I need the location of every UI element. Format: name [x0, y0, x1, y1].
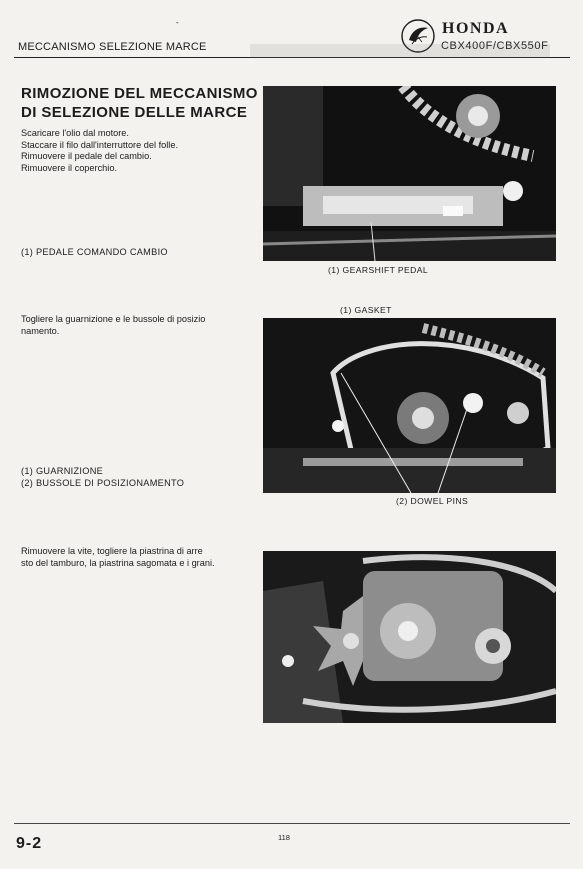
- heading-line-1: RIMOZIONE DEL MECCANISMO: [21, 85, 258, 102]
- figure-gasket-dowel-photo: [263, 318, 556, 493]
- top-mark: -: [176, 18, 179, 27]
- step-item: Rimuovere il coperchio.: [21, 162, 117, 173]
- fig2-top-caption: (1) GASKET: [340, 305, 392, 315]
- step-item: Rimuovere il pedale del cambio.: [21, 151, 152, 161]
- heading-line-2: DI SELEZIONE DELLE MARCE: [21, 104, 248, 121]
- bleed-through-text: [250, 38, 570, 73]
- step-item: Scaricare l'olio dal motore.: [21, 128, 129, 138]
- gasket-line-1: Togliere la guarnizione e le bussole di posizio: [21, 314, 206, 324]
- step-item: Staccare il filo dall'interruttore del folle.: [21, 139, 178, 150]
- figure-gearshift-pedal-photo: [263, 86, 556, 261]
- plate-line-1: Rimuovere la vite, togliere la piastrina di arre: [21, 546, 203, 556]
- gasket-line-2: namento.: [21, 325, 60, 336]
- section-title: MECCANISMO SELEZIONE MARCE: [18, 41, 207, 53]
- page-heading: [21, 84, 261, 122]
- gasket-instructions: [21, 314, 256, 337]
- plate-instructions: [21, 546, 261, 569]
- gasket-label: (1) GUARNIZIONE: [21, 466, 104, 476]
- brand-name: HONDA: [442, 20, 510, 37]
- footer-divider: [14, 823, 570, 824]
- fig1-caption: (1) GEARSHIFT PEDAL: [328, 265, 429, 275]
- center-page-number: 118: [278, 833, 290, 842]
- dowel-pins-label: (2) BUSSOLE DI POSIZIONAMENTO: [21, 478, 185, 488]
- pedal-label: (1) PEDALE COMANDO CAMBIO: [21, 247, 168, 257]
- removal-steps: [21, 128, 251, 174]
- page-number: 9-2: [16, 835, 43, 852]
- fig2-bottom-caption: (2) DOWEL PINS: [396, 496, 469, 506]
- figure-drum-stopper-photo: [263, 551, 556, 723]
- plate-line-2: sto del tamburo, la piastrina sagomata e i grani.: [21, 557, 215, 568]
